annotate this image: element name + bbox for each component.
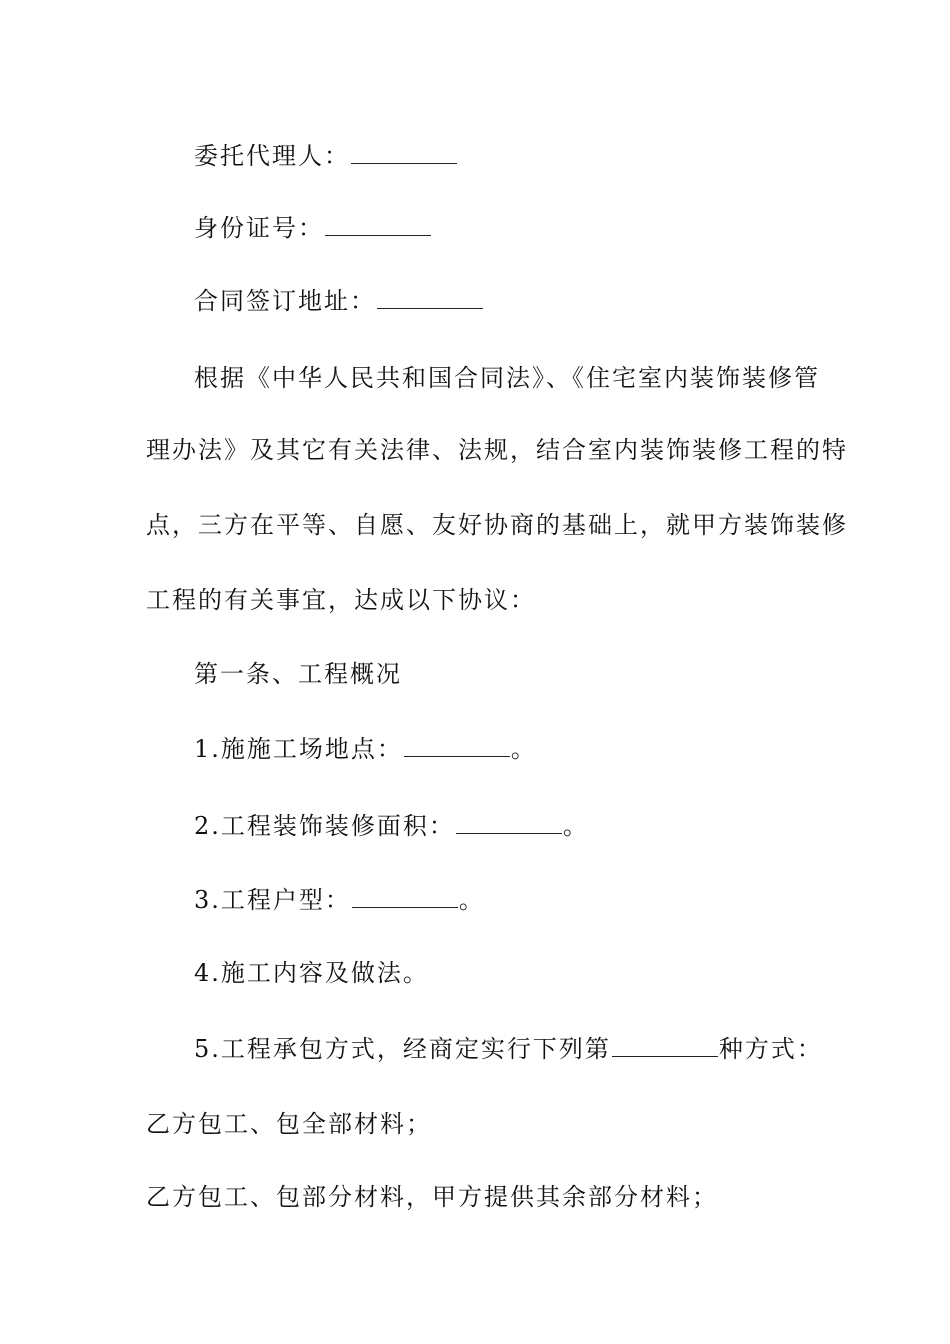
item-2-label: 2.工程装饰装修面积： [194, 812, 455, 840]
signing-address-label: 合同签订地址： [194, 287, 376, 315]
preamble-line-3: 点，三方在平等、自愿、友好协商的基础上，就甲方装饰装修 [146, 511, 848, 539]
item-3-end: 。 [458, 886, 485, 914]
item-2-blank [456, 832, 562, 834]
agent-blank [351, 162, 457, 164]
article-1-item-3 [194, 882, 804, 918]
item-5-end: 种方式： [718, 1035, 823, 1063]
item-5-label: 5.工程承包方式，经商定实行下列第 [194, 1035, 611, 1063]
signing-address-field [194, 283, 804, 319]
item-2-end: 。 [562, 812, 589, 840]
item-1-blank [404, 755, 510, 757]
article-1-item-1 [194, 731, 804, 767]
preamble-line-2: 理办法》及其它有关法律、法规，结合室内装饰装修工程的特 [146, 436, 848, 464]
item-3-label: 3.工程户型： [194, 886, 351, 914]
contract-option-1: 乙方包工、包全部材料； [146, 1110, 432, 1138]
item-1-end: 。 [510, 735, 537, 763]
preamble-line-4: 工程的有关事宜，达成以下协议： [146, 586, 536, 614]
preamble-line-1: 根据《中华人民共和国合同法》、《住宅室内装饰装修管 [194, 364, 820, 392]
article-1-title: 第一条、工程概况 [194, 660, 402, 688]
item-1-label: 1.施施工场地点： [194, 735, 403, 763]
article-1-item-2 [194, 808, 804, 844]
agent-field [194, 138, 804, 174]
article-1-item-4: 4.施工内容及做法。 [194, 959, 429, 987]
article-1-item-5 [194, 1031, 823, 1067]
signing-address-blank [377, 307, 483, 309]
id-number-label: 身份证号： [194, 214, 324, 242]
contract-option-2: 乙方包工、包部分材料，甲方提供其余部分材料； [146, 1183, 718, 1211]
item-5-blank [612, 1055, 718, 1057]
item-3-blank [352, 906, 458, 908]
id-number-blank [325, 234, 431, 236]
id-number-field [194, 210, 804, 246]
agent-label: 委托代理人： [194, 142, 350, 170]
